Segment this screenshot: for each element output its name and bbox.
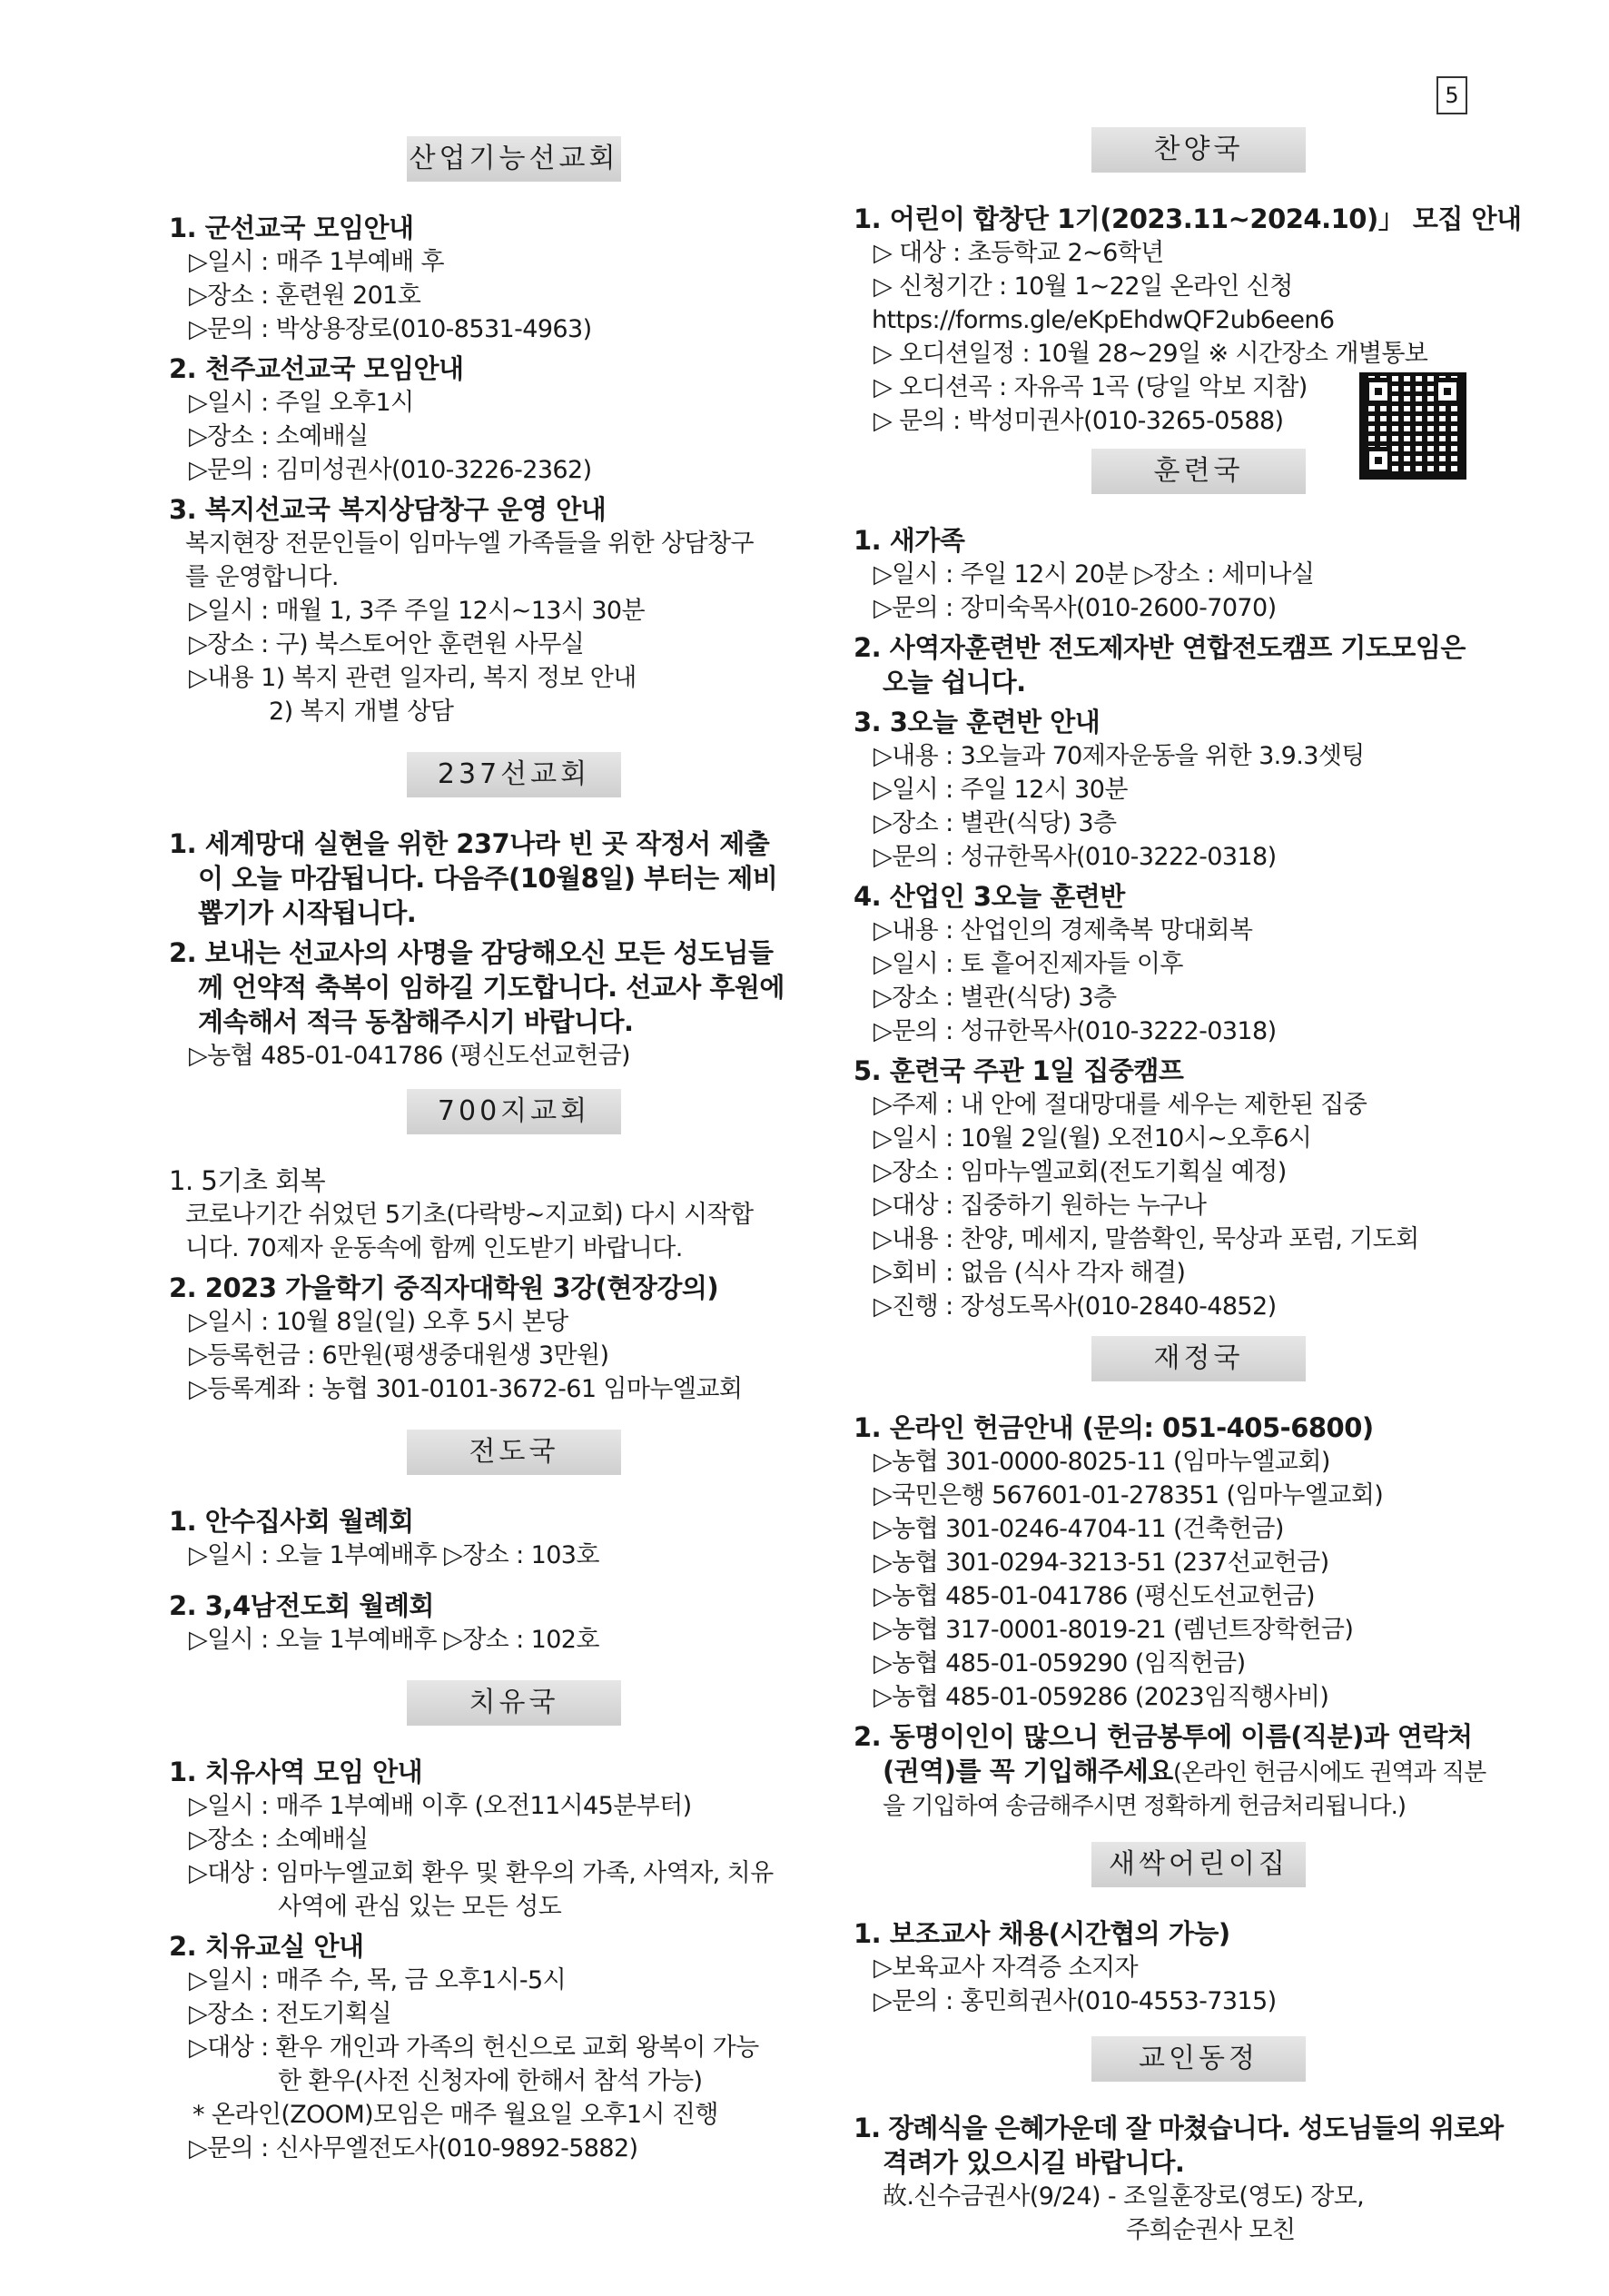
item-title: 5. 훈련국 주관 1일 집중캠프 bbox=[854, 1055, 1184, 1086]
info-line: ▷내용 : 3오늘과 70제자운동을 위한 3.9.3셋팅 bbox=[874, 742, 1365, 770]
list-item bbox=[854, 705, 1544, 874]
info-line: 2) 복지 개별 상담 bbox=[269, 698, 454, 726]
list-item bbox=[169, 1271, 859, 1406]
item-title: 1. 어린이 합창단 1기(2023.11~2024.10)」 모집 안내 bbox=[854, 203, 1522, 234]
section-header-evangelism: 전도국 bbox=[407, 1430, 621, 1475]
list-item bbox=[854, 879, 1544, 1048]
section-header-nursery: 새싹어린이집 bbox=[1091, 1842, 1306, 1887]
info-line: ▷장소 : 전도기획실 bbox=[189, 2000, 391, 2028]
list-item bbox=[169, 1588, 859, 1657]
info-line: ▷문의 : 홍민희권사(010-4553-7315) bbox=[874, 1987, 1277, 2015]
info-line: ▷ 오디션일정 : 10월 28~29일 ※ 시간장소 개별통보 bbox=[874, 340, 1428, 368]
info-line: 을 기입하여 송금해주시면 정확하게 헌금처리됩니다.) bbox=[883, 1793, 1407, 1820]
item-title: 2. 사역자훈련반 전도제자반 연합전도캠프 기도모임은 bbox=[854, 632, 1466, 663]
item-title: 2. 보내는 선교사의 사명을 감당해오신 모든 성도님들 bbox=[169, 937, 774, 968]
item-title: 께 언약적 축복이 임하길 기도합니다. 선교사 후원에 bbox=[198, 972, 785, 1003]
info-line: ▷일시 : 매주 1부예배 이후 (오전11시45분부터) bbox=[189, 1792, 692, 1820]
info-line: ▷일시 : 주일 오후1시 bbox=[189, 389, 414, 417]
info-line: ▷일시 : 매주 수, 목, 금 오후1시-5시 bbox=[189, 1966, 567, 1994]
info-line: ▷장소 : 구) 북스토어안 훈련원 사무실 bbox=[189, 630, 585, 658]
info-line: ▷일시 : 주일 12시 30분 bbox=[874, 776, 1128, 804]
account-line: ▷농협 301-0000-8025-11 (임마누엘교회) bbox=[874, 1448, 1330, 1476]
info-line: ▷일시 : 매주 1부예배 후 bbox=[189, 248, 445, 276]
item-title: 1. 안수집사회 월례회 bbox=[169, 1506, 414, 1537]
item-title: 1. 보조교사 채용(시간협의 가능) bbox=[854, 1918, 1230, 1949]
section-header-member-news: 교인동정 bbox=[1091, 2036, 1306, 2082]
item-title-bold: (권역)를 꼭 기입해주세요 bbox=[883, 1756, 1173, 1786]
info-line: 사역에 관심 있는 모든 성도 bbox=[278, 1893, 562, 1921]
item-title: 2. 동명이인이 많으니 헌금봉투에 이름(직분)과 연락처 bbox=[854, 1721, 1473, 1752]
section-header-finance: 재정국 bbox=[1091, 1336, 1306, 1381]
info-line: ▷장소 : 훈련원 201호 bbox=[189, 282, 421, 310]
list-item bbox=[854, 523, 1544, 625]
info-line: ▷회비 : 없음 (식사 각자 해결) bbox=[874, 1259, 1186, 1287]
account-line: ▷국민은행 567601-01-278351 (임마누엘교회) bbox=[874, 1481, 1384, 1509]
info-line: ▷진행 : 장성도목사(010-2840-4852) bbox=[874, 1292, 1277, 1321]
page-number: 5 bbox=[1436, 76, 1467, 114]
list-item bbox=[854, 2111, 1544, 2247]
list-item bbox=[854, 1410, 1544, 1714]
item-title: 1. 새가족 bbox=[854, 525, 965, 556]
item-title: 2. 2023 가을학기 중직자대학원 3강(현장강의) bbox=[169, 1272, 719, 1303]
item-title: 1. 군선교국 모임안내 bbox=[169, 213, 414, 243]
info-line: ▷내용 1) 복지 관련 일자리, 복지 정보 안내 bbox=[189, 664, 637, 692]
info-line: ▷일시 : 토 흩어진제자들 이후 bbox=[874, 950, 1183, 978]
list-item bbox=[854, 1916, 1544, 2018]
info-line: ▷ 오디션곡 : 자유곡 1곡 (당일 악보 지참) bbox=[874, 373, 1308, 401]
account-line: ▷농협 317-0001-8019-21 (렘넌트장학헌금) bbox=[874, 1616, 1354, 1644]
info-line: ▷문의 : 김미성권사(010-3226-2362) bbox=[189, 456, 592, 484]
account-line: ▷농협 301-0294-3213-51 (237선교헌금) bbox=[874, 1549, 1329, 1577]
info-line: ▷일시 : 주일 12시 20분 ▷장소 : 세미나실 bbox=[874, 560, 1315, 589]
list-item bbox=[169, 1163, 859, 1265]
info-line: ▷내용 : 찬양, 메세지, 말씀확인, 묵상과 포럼, 기도회 bbox=[874, 1225, 1419, 1253]
account-line: ▷농협 301-0246-4704-11 (건축헌금) bbox=[874, 1515, 1284, 1543]
paragraph-line: 니다. 70제자 운동속에 함께 인도받기 바랍니다. bbox=[185, 1234, 683, 1262]
info-line: ▷장소 : 소예배실 bbox=[189, 422, 369, 450]
account-line: ▷농협 485-01-059286 (2023임직행사비) bbox=[874, 1683, 1329, 1711]
info-line: ▷농협 485-01-041786 (평신도선교헌금) bbox=[189, 1042, 630, 1070]
info-line: ▷문의 : 성규한목사(010-3222-0318) bbox=[874, 1017, 1277, 1045]
info-line: ▷장소 : 소예배실 bbox=[189, 1826, 369, 1854]
item-title: 2. 3,4남전도회 월례회 bbox=[169, 1590, 434, 1621]
info-line: ▷대상 : 집중하기 원하는 누구나 bbox=[874, 1192, 1207, 1220]
info-line: ▷문의 : 박상용장로(010-8531-4963) bbox=[189, 315, 592, 343]
item-title: 2. 치유교실 안내 bbox=[169, 1931, 364, 1962]
list-item bbox=[854, 1719, 1544, 1824]
info-line: ▷ 대상 : 초등학교 2~6학년 bbox=[874, 239, 1164, 267]
list-item bbox=[169, 1929, 859, 2165]
list-item bbox=[169, 1504, 859, 1572]
paragraph-line: 코로나기간 쉬었던 5기초(다락방~지교회) 다시 시작합 bbox=[185, 1201, 754, 1229]
account-line: ▷농협 485-01-041786 (평신도선교헌금) bbox=[874, 1582, 1315, 1610]
qr-code-icon[interactable] bbox=[1359, 372, 1466, 480]
item-title: 3. 3오늘 훈련반 안내 bbox=[854, 707, 1101, 737]
info-line: ▷보육교사 자격증 소지자 bbox=[874, 1954, 1138, 1982]
item-title: 오늘 쉽니다. bbox=[883, 667, 1026, 698]
item-title: 1. 치유사역 모임 안내 bbox=[169, 1757, 423, 1787]
info-line: ▷대상 : 환우 개인과 가족의 헌신으로 교회 왕복이 가능 bbox=[189, 2034, 759, 2062]
info-line: ▷ 문의 : 박성미권사(010-3265-0588) bbox=[874, 407, 1284, 435]
section-header-237: 237선교회 bbox=[407, 752, 621, 797]
list-item bbox=[169, 935, 859, 1073]
item-title-note: (온라인 헌금시에도 권역과 직분 bbox=[1172, 1759, 1486, 1786]
section-header-praise: 찬양국 bbox=[1091, 127, 1306, 173]
info-line: 주희순권사 모친 bbox=[1126, 2216, 1296, 2244]
item-title: 1. 세계망대 실현을 위한 237나라 빈 곳 작정서 제출 bbox=[169, 828, 770, 859]
info-line: ▷장소 : 별관(식당) 3층 bbox=[874, 809, 1117, 837]
info-line: 한 환우(사전 신청자에 한해서 참석 가능) bbox=[278, 2067, 703, 2095]
item-title: 1. 5기초 회복 bbox=[169, 1165, 326, 1196]
account-line: ▷농협 485-01-059290 (임직헌금) bbox=[874, 1649, 1246, 1677]
info-line: ▷문의 : 신사무엘전도사(010-9892-5882) bbox=[189, 2134, 638, 2162]
info-line: * 온라인(ZOOM)모임은 매주 월요일 오후1시 진행 bbox=[192, 2101, 718, 2129]
list-item bbox=[854, 1054, 1544, 1323]
info-line: ▷일시 : 10월 8일(일) 오후 5시 본당 bbox=[189, 1308, 568, 1336]
item-title: 계속해서 적극 동참해주시기 바랍니다. bbox=[198, 1006, 634, 1037]
info-line: ▷일시 : 오늘 1부예배후 ▷장소 : 103호 bbox=[189, 1541, 599, 1569]
info-line: ▷장소 : 별관(식당) 3층 bbox=[874, 984, 1117, 1012]
item-title: 1. 온라인 헌금안내 (문의: 051-405-6800) bbox=[854, 1412, 1374, 1443]
info-line: ▷일시 : 오늘 1부예배후 ▷장소 : 102호 bbox=[189, 1626, 599, 1654]
item-title: 4. 산업인 3오늘 훈련반 bbox=[854, 881, 1125, 912]
item-title bbox=[854, 1754, 1544, 1790]
list-item bbox=[169, 211, 859, 346]
info-line: ▷ 신청기간 : 10월 1~22일 온라인 신청 bbox=[874, 272, 1293, 301]
info-line: ▷일시 : 매월 1, 3주 주일 12시~13시 30분 bbox=[189, 597, 645, 625]
section-header-healing: 치유국 bbox=[407, 1680, 621, 1726]
list-item bbox=[169, 826, 859, 930]
list-item bbox=[169, 351, 859, 487]
info-line: ▷문의 : 장미숙목사(010-2600-7070) bbox=[874, 594, 1277, 622]
paragraph-line: 를 운영합니다. bbox=[185, 563, 339, 591]
item-title: 격려가 있으시길 바랍니다. bbox=[883, 2147, 1185, 2178]
list-item bbox=[169, 492, 859, 728]
info-line: ▷등록헌금 : 6만원(평생중대원생 3만원) bbox=[189, 1341, 609, 1370]
info-line: ▷장소 : 임마누엘교회(전도기획실 예정) bbox=[874, 1158, 1287, 1186]
signup-link[interactable]: https://forms.gle/eKpEhdwQF2ub6een6 bbox=[872, 306, 1335, 334]
list-item bbox=[854, 630, 1544, 699]
info-line: ▷내용 : 산업인의 경제축복 망대회복 bbox=[874, 916, 1253, 945]
left-column bbox=[169, 136, 859, 2171]
section-header-training: 훈련국 bbox=[1091, 449, 1306, 494]
item-title: 이 오늘 마감됩니다. 다음주(10월8일) 부터는 제비 bbox=[198, 863, 778, 894]
section-header-700: 700지교회 bbox=[407, 1089, 621, 1134]
info-line: ▷대상 : 임마누엘교회 환우 및 환우의 가족, 사역자, 치유 bbox=[189, 1859, 774, 1887]
info-line: ▷문의 : 성규한목사(010-3222-0318) bbox=[874, 843, 1277, 871]
list-item bbox=[169, 1755, 859, 1924]
info-line: ▷주제 : 내 안에 절대망대를 세우는 제한된 집중 bbox=[874, 1091, 1367, 1119]
item-title: 3. 복지선교국 복지상담창구 운영 안내 bbox=[169, 494, 607, 525]
section-header-industry: 산업기능선교회 bbox=[407, 136, 621, 182]
info-line: 故.신수금권사(9/24) - 조일훈장로(영도) 장모, bbox=[883, 2182, 1365, 2211]
paragraph-line: 복지현장 전문인들이 임마누엘 가족들을 위한 상담창구 bbox=[185, 529, 754, 558]
item-title: 뽑기가 시작됩니다. bbox=[198, 897, 417, 928]
info-line: ▷등록계좌 : 농협 301-0101-3672-61 임마누엘교회 bbox=[189, 1375, 743, 1403]
info-line: ▷일시 : 10월 2일(월) 오전10시~오후6시 bbox=[874, 1124, 1312, 1153]
item-title: 2. 천주교선교국 모임안내 bbox=[169, 353, 464, 384]
item-title: 1. 장례식을 은혜가운데 잘 마쳤습니다. 성도님들의 위로와 bbox=[854, 2113, 1504, 2143]
